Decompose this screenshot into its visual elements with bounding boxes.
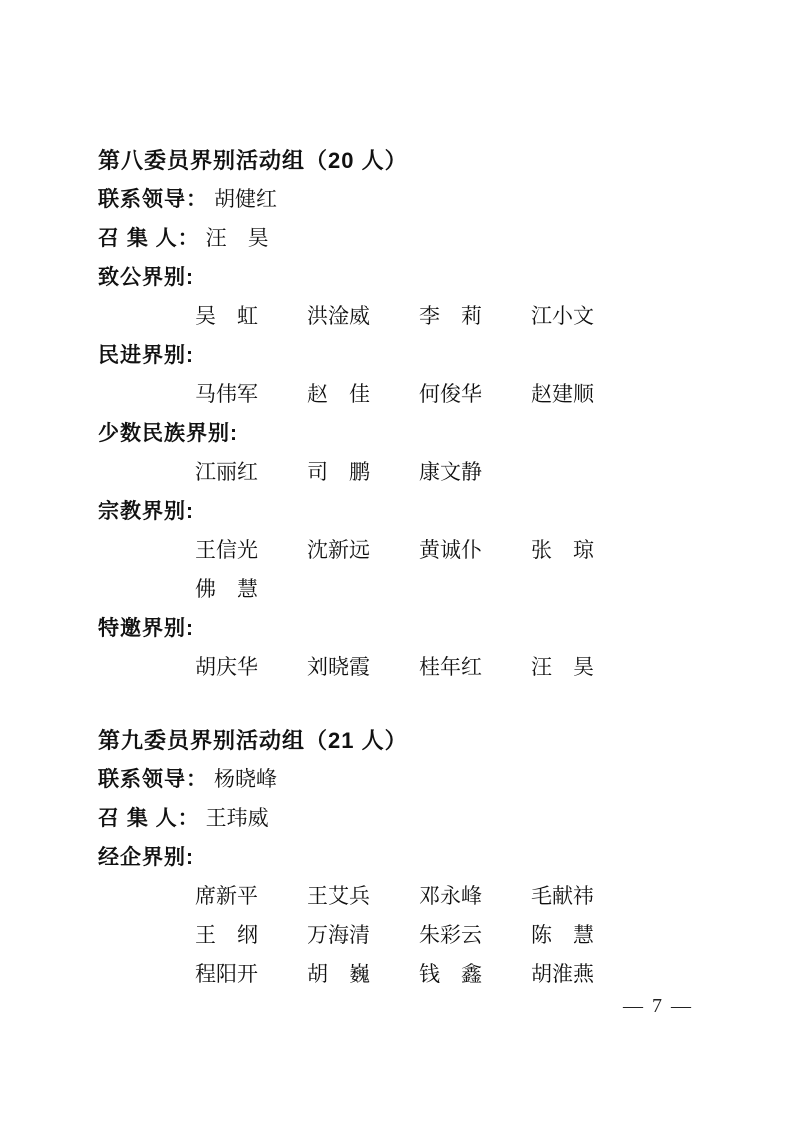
group-title: 第八委员界别活动组（20 人）: [98, 148, 408, 173]
member-name: 陈 慧: [531, 923, 594, 947]
liaison-line: [98, 760, 703, 799]
member-name: 佛 慧: [195, 577, 258, 601]
member-name: 吴 虹: [195, 304, 258, 328]
liaison-label: 联系领导：: [98, 768, 208, 791]
member-row: [195, 648, 703, 687]
convener-label: 召 集 人：: [98, 807, 200, 830]
member-name: 汪 昊: [531, 655, 594, 679]
section-label: 致公界别:: [98, 266, 194, 289]
member-row: [195, 877, 703, 916]
member-name: 桂年红: [419, 655, 482, 679]
member-row: [195, 570, 703, 609]
member-name: 马伟军: [195, 382, 258, 406]
member-name: 康文静: [419, 460, 482, 484]
member-name: 万海清: [307, 923, 370, 947]
liaison-line: [98, 180, 703, 219]
member-name: 朱彩云: [419, 923, 482, 947]
section-label: 经企界别:: [98, 846, 194, 869]
member-name: 胡庆华: [195, 655, 258, 679]
member-name: 洪淦威: [307, 304, 370, 328]
section-label: 宗教界别:: [98, 500, 194, 523]
liaison-name: 杨晓峰: [214, 767, 277, 791]
convener-line: [98, 219, 703, 258]
member-name: 赵 佳: [307, 382, 370, 406]
member-name: 胡淮燕: [531, 962, 594, 986]
convener-label: 召 集 人：: [98, 227, 200, 250]
member-name: 胡 巍: [307, 962, 370, 986]
page-number: — 7 —: [623, 995, 693, 1017]
liaison-label: 联系领导：: [98, 188, 208, 211]
member-name: 黄诚仆: [419, 538, 482, 562]
member-name: 钱 鑫: [419, 962, 482, 986]
document-content: [98, 141, 703, 994]
member-name: 王信光: [195, 538, 258, 562]
member-name: 司 鹏: [307, 460, 370, 484]
convener-name: 汪 昊: [205, 226, 269, 250]
liaison-name: 胡健红: [214, 187, 277, 211]
member-name: 刘晓霞: [307, 655, 370, 679]
member-name: 赵建顺: [531, 382, 594, 406]
member-name: 何俊华: [419, 382, 482, 406]
member-name: 沈新远: [307, 538, 370, 562]
member-row: [195, 453, 703, 492]
member-name: 席新平: [195, 884, 258, 908]
member-name: 程阳开: [195, 962, 258, 986]
group-title: 第九委员界别活动组（21 人）: [98, 728, 408, 753]
section-label: 民进界别:: [98, 344, 194, 367]
member-row: [195, 955, 703, 994]
member-name: 王艾兵: [307, 884, 370, 908]
member-name: 毛献祎: [531, 884, 594, 908]
member-name: 邓永峰: [419, 884, 482, 908]
member-name: 张 琼: [531, 538, 594, 562]
member-row: [195, 375, 703, 414]
member-row: [195, 531, 703, 570]
convener-name: 王玮威: [205, 806, 269, 830]
section-label: 少数民族界别:: [98, 422, 238, 445]
section-label: 特邀界别:: [98, 617, 194, 640]
member-name: 王 纲: [195, 923, 258, 947]
member-name: 江小文: [531, 304, 594, 328]
convener-line: [98, 799, 703, 838]
member-row: [195, 916, 703, 955]
member-name: 李 莉: [419, 304, 482, 328]
member-row: [195, 297, 703, 336]
member-name: 江丽红: [195, 460, 258, 484]
